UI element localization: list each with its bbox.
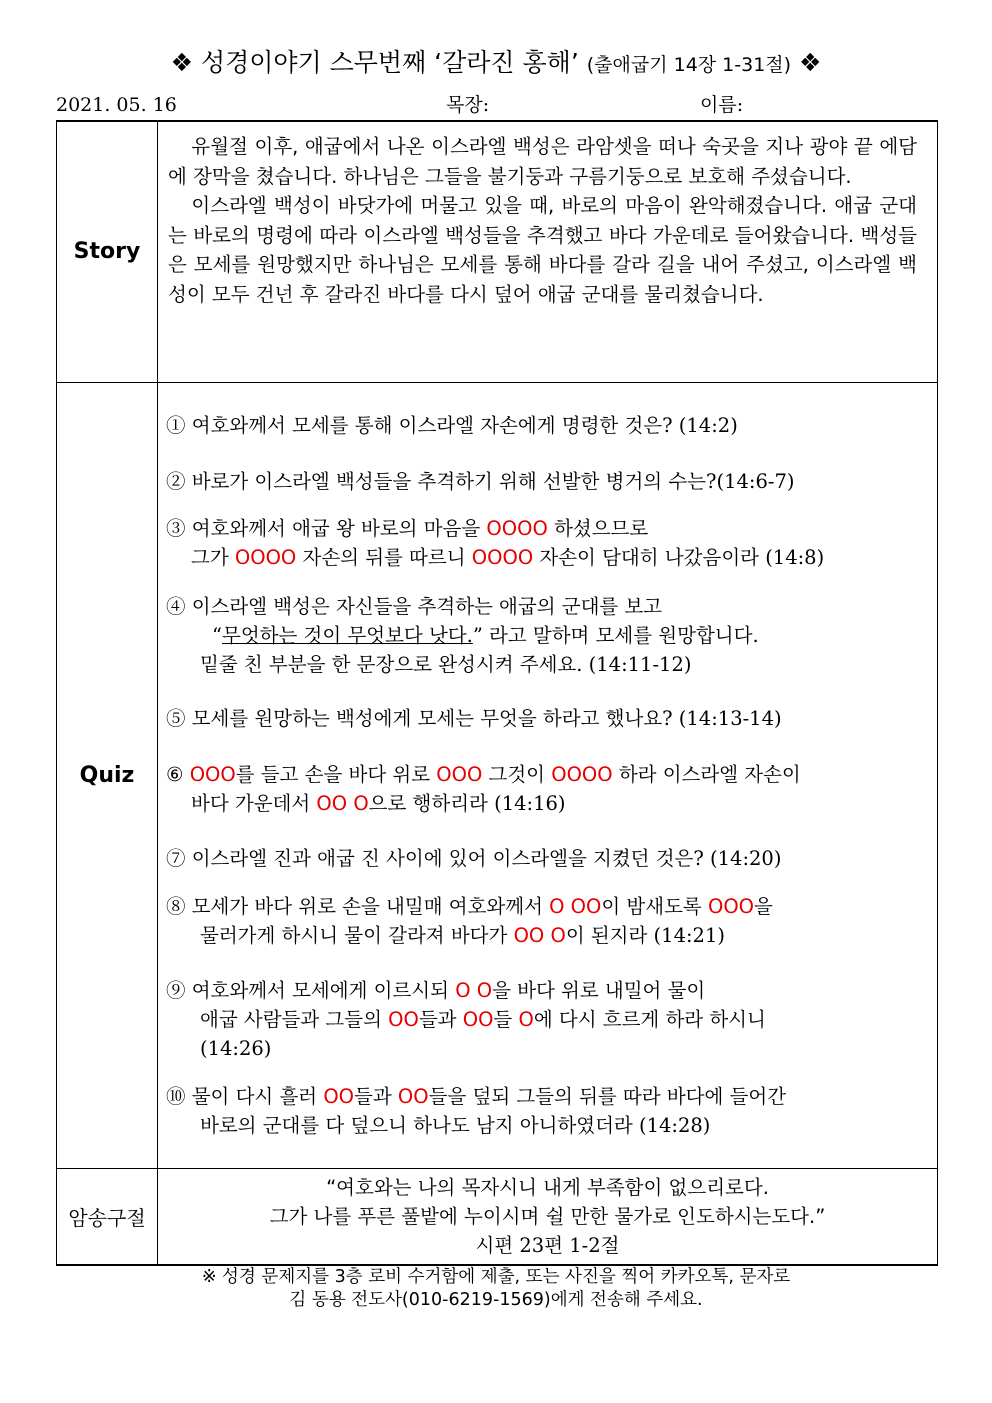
blank: OO [388,1007,419,1031]
blank: OOOO [551,762,613,786]
blank: OOO [707,894,755,918]
quiz-item-5: ⑤ 모세를 원망하는 백성에게 모세는 무엇을 하라고 했나요? (14:13-14) [166,706,782,730]
blank: OOO [436,762,483,786]
footer-note-2: 김 동용 전도사(010-6219-1569)에게 전송해 주세요. [289,1290,703,1310]
diamond-icon: ❖ [799,48,822,77]
quiz-item-4: ④ 이스라엘 백성은 자신들을 추격하는 애굽의 군대를 보고 “무엇하는 것이 무엇보다 낫다.” 라고 말하며 모세를 원망합니다. 밑줄 친 부분을 한 문장으로 완성시켜 주세요. (14:11-12) [166,594,759,676]
blank: O O [455,978,493,1002]
quiz-item-1: ① 여호와께서 모세를 통해 이스라엘 자손에게 명령한 것은? (14:2) [166,413,738,437]
memory-verse-line-1: “여호와는 나의 목자시니 내게 부족함이 없으리로다. [326,1175,769,1199]
quiz-item-9: ⑨ 여호와께서 모세에게 이르시되 O O을 바다 위로 내밀어 물이 애굽 사람들과 그들의 OO들과 OO들 O에 다시 흐르게 하라 하시니 (14:26) [166,978,766,1060]
quiz-item-3: ③ 여호와께서 애굽 왕 바로의 마음을 OOOO 하셨으므로 그가 OOOO 자손의 뒤를 따르니 OOOO 자손이 담대히 나갔음이라 (14:8) [166,516,825,569]
memory-verse-line-2: 그가 나를 푸른 풀밭에 누이시며 쉴 만한 물가로 인도하시는도다.” [269,1204,826,1228]
blank: O [518,1007,534,1031]
diamond-icon: ❖ [170,48,193,77]
blank: OOOO [486,516,548,540]
quiz-label: Quiz [57,382,158,1168]
blank: OOOO [234,545,297,569]
pastor-field-label: 목장: [446,94,490,116]
blank: OO O [513,923,566,947]
underlined-phrase: 무엇하는 것이 무엇보다 낫다. [221,623,473,647]
story-paragraph-1: 유월절 이후, 애굽에서 나온 이스라엘 백성은 라암셋을 떠나 숙곳을 지나 광야 끝 에담에 장막을 쳤습니다. 하나님은 그들을 불기둥과 구름기둥으로 보호해 주셨습니다. [168,135,917,188]
story-label: Story [57,121,158,382]
blank: OOO [189,762,236,786]
quiz-item-8: ⑧ 모세가 바다 위로 손을 내밀매 여호와께서 O OO이 밤새도록 OOO을 물러가게 하시니 물이 갈라져 바다가 OO O이 된지라 (14:21) [166,894,773,947]
date: 2021. 05. 16 [56,94,177,116]
quiz-item-10: ⑩ 물이 다시 흘러 OO들과 OO들을 덮되 그들의 뒤를 따라 바다에 들어간 바로의 군대를 다 덮으니 하나도 남지 아니하였더라 (14:28) [166,1084,787,1137]
story-paragraph-2: 이스라엘 백성이 바닷가에 머물고 있을 때, 바로의 마음이 완악해졌습니다. 애굽 군대는 바로의 명령에 따라 이스라엘 백성들을 추격했고 바다 가운데로 들어왔습니다. 백성들은 모세를 원망했지만 하나님은 모세를 통해 바다를 갈라 길을 내어 주셨고, 이스라엘 백성이 모두 건넌 후 갈라진 바다를 다시 덮어 애굽 군대를 물리쳤습니다. [168,194,917,306]
title-sub: (출애굽기 14장 1-31절) [586,54,792,76]
title-main: 성경이야기 스무번째 ‘갈라진 홍해’ [200,48,579,77]
memory-verse-label: 암송구절 [57,1168,158,1265]
blank: OO [397,1084,429,1108]
blank: O OO [549,894,602,918]
blank: OOOO [471,545,534,569]
memory-verse [158,1168,938,1265]
worksheet-table [56,120,938,1266]
quiz-item-7: ⑦ 이스라엘 진과 애굽 진 사이에 있어 이스라엘을 지켰던 것은? (14:20) [166,846,782,870]
story-text [158,121,938,382]
blank: OO [323,1084,355,1108]
page-title [0,46,992,82]
blank: OO [462,1007,494,1031]
quiz-list [158,382,938,1168]
memory-verse-reference: 시편 23편 1-2절 [475,1233,620,1257]
footer-note-1: ※ 성경 문제지를 3층 로비 수거함에 제출, 또는 사진을 찍어 카카오톡, 문자로 [201,1267,791,1287]
quiz-item-2: ② 바로가 이스라엘 백성들을 추격하기 위해 선발한 병거의 수는?(14:6-7) [166,469,795,493]
quiz-item-6: ⑥ OOO를 들고 손을 바다 위로 OOO 그것이 OOOO 하라 이스라엘 자손이 바다 가운데서 OO O으로 행하리라 (14:16) [166,762,801,815]
blank: OO O [316,791,369,815]
name-field-label: 이름: [700,94,744,116]
